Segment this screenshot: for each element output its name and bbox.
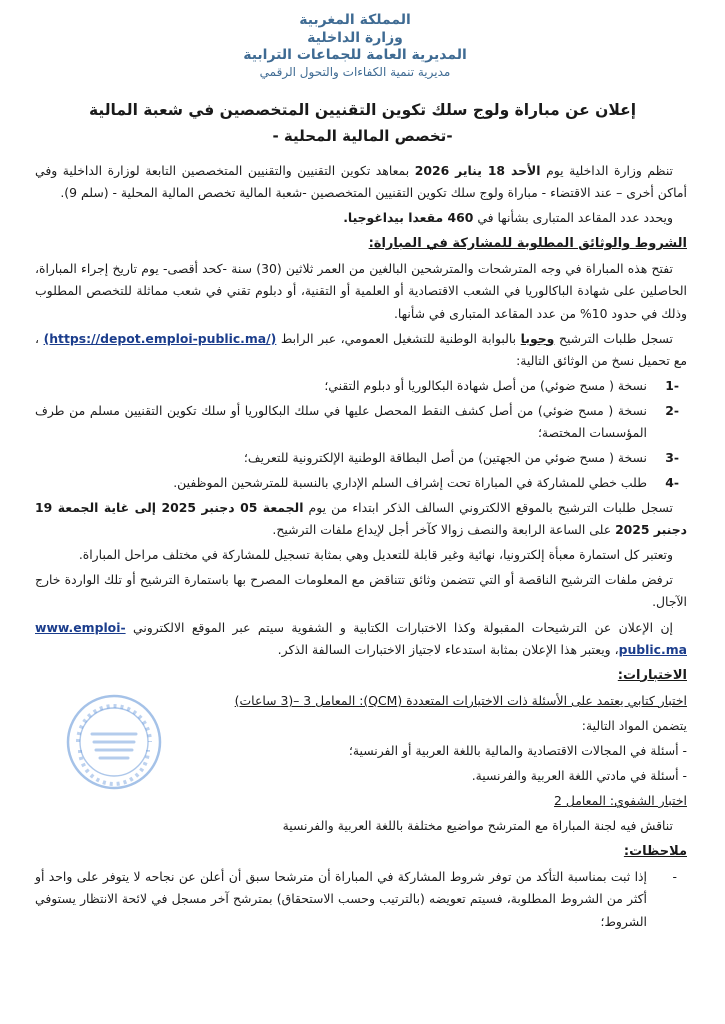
item-number: -4	[665, 475, 679, 491]
directorate-name: المديرية العامة للجماعات الترابية	[243, 47, 467, 63]
written-exam: اختبار كتابي يعتمد على الأسئلة ذات الاختيارات المتعددة (QCM): المعامل 3 –(3 ساعات)	[234, 692, 687, 708]
form-final-paragraph: وتعتبر كل استمارة معبأة إلكترونيا، نهائية وغير قابلة للتعديل وهي بمثابة تسجيل للمشاركة في مختلف مراحل المباراة.	[78, 547, 673, 563]
subject-item: - أسئلة في المجالات الاقتصادية والمالية باللغة العربية أو الفرنسية؛	[348, 742, 687, 758]
list-item	[35, 866, 687, 932]
registration-period-paragraph	[35, 497, 687, 541]
exam-date: الأحد 18 يناير 2026	[414, 163, 541, 178]
seats-paragraph	[35, 207, 687, 229]
announcement-body	[35, 160, 687, 936]
list-item	[35, 447, 687, 469]
item-number: -1	[665, 377, 679, 393]
intro-paragraph	[35, 160, 687, 204]
oral-exam: اختبار الشفوي: المعامل 2	[553, 793, 687, 809]
depot-portal-link[interactable]: (https://depot.emploi-public.ma/)	[43, 330, 277, 346]
mandatory-word: وجوبا	[520, 330, 555, 346]
documents-list	[35, 375, 687, 494]
item-text: طلب خطي للمشاركة في المباراة تحت إشراف السلم الإداري بالنسبة للمترشحين الموظفين.	[173, 475, 647, 491]
exams-heading: الاختبارات:	[617, 667, 687, 683]
conditions-heading: الشروط والوثائق المطلوبة للمشاركة في المباراة:	[368, 236, 687, 252]
registration-text-c: ، مع تحميل نسخ من الوثائق التالية:	[35, 330, 687, 368]
item-text: نسخة ( مسح ضوئي) من أصل شهادة البكالوريا أو دبلوم التقني؛	[324, 377, 647, 393]
item-number: -2	[665, 402, 679, 418]
official-stamp-icon	[64, 692, 164, 792]
page-title: إعلان عن مباراة ولوج سلك تكوين التقنيين المتخصصين في شعبة المالية	[88, 101, 637, 119]
period-text-c: على الساعة الرابعة والنصف زوالا كآخر أجل لإيداع ملفات الترشيح.	[272, 522, 616, 538]
list-item	[35, 375, 687, 397]
seats-count: 460 مقعدا بيداغوجيا.	[343, 210, 474, 226]
results-paragraph	[35, 617, 687, 661]
registration-text-a: تسجل طلبات الترشيح	[554, 330, 673, 346]
item-text: نسخة ( مسح ضوئي من الجهتين) من أصل البطاقة الوطنية الإلكترونية للتعريف؛	[243, 449, 647, 465]
bullet-dash: -	[672, 869, 677, 885]
notes-list	[35, 866, 687, 932]
subject-item: - أسئلة في مادتي اللغة العربية والفرنسية.	[471, 768, 687, 784]
ministry-name: وزارة الداخلية	[307, 29, 403, 46]
kingdom-name: المملكة المغربية	[299, 12, 411, 28]
oral-exam-description: تناقش فيه لجنة المباراة مع المترشح مواضيع مختلفة باللغة العربية والفرنسية	[282, 818, 673, 834]
results-text-a: إن الإعلان عن الترشيحات المقبولة وكذا الاختبارات الكتابية و الشفوية سيتم عبر الموقع الالكتروني	[125, 619, 673, 635]
item-number: -3	[665, 449, 679, 465]
registration-paragraph	[35, 328, 687, 372]
rejection-paragraph: ترفض ملفات الترشيح الناقصة أو التي تتضمن وثائق تتناقض مع المعلومات المصرح بها باستمارة الترشيح أو تلك الواردة خارج الآجال.	[35, 572, 687, 610]
page-subtitle: -تخصص المالية المحلية -	[272, 127, 453, 145]
division-name: مديرية تنمية الكفاءات والتحول الرقمي	[259, 64, 451, 79]
registration-text-b: بالبوابة الوطنية للتشغيل العمومي، عبر الرابط	[276, 330, 521, 346]
seats-text: ويحدد عدد المقاعد المتبارى بشأنها في	[473, 210, 673, 226]
item-text: نسخة ( مسح ضوئي) من أصل كشف النقط المحصل عليها في سلك البكالوريا أو سلك تكوين التقنيين مسلم من طرف المؤسسات المختصة؛	[35, 402, 647, 440]
intro-text-b: بمعاهد تكوين التقنيين والتقنيين المتخصصين التابعة لوزارة الداخلية وفي أماكن أخرى – عند الاقتضاء - مباراة ولوج سلك تكوين التقنيين المتخصصين -شعبة المالية تخصص المالية المحلية - (سلم 9).	[35, 163, 687, 201]
period-text-a: تسجل طلبات الترشيح بالموقع الالكتروني السالف الذكر ابتداء من يوم	[303, 500, 674, 516]
letterhead	[225, 12, 485, 80]
notes-heading: ملاحظات:	[623, 844, 687, 860]
eligibility-paragraph: تفتح هذه المباراة في وجه المترشحات والمترشحين البالغين من العمر ثلاثين (30) سنة -كحد أقصى- يوم تاريخ إجراء المباراة، الحاصلين على شهادة الباكالوريا في الشعب الاقتصادية أو العلمية أو التقنية، أو دبلوم تقني في شعب مماثلة للتخصص المطلوب وذلك في حدود 10% من عدد المقاعد المتبارى في شأنها.	[35, 261, 687, 321]
subjects-intro: يتضمن المواد التالية:	[581, 717, 687, 733]
registration-period: الجمعة 05 دجنبر 2025 إلى غاية الجمعة 19 دجنبر 2025	[35, 500, 687, 538]
list-item	[35, 472, 687, 494]
intro-text-a: تنظم وزارة الداخلية يوم	[540, 163, 674, 178]
note-text: إذا ثبت بمناسبة التأكد من توفر شروط المشاركة في المباراة أن مترشحا سبق أن أعلن عن نجاحه لا يتوفر على واحد أو أكثر من الشروط المطلوبة، فسيتم تعويضه (بالترتيب وحسب الاستحقاق) بمترشح آخر مسجل في لائحة الانتظار يستوفي الشروط؛	[35, 869, 647, 929]
list-item	[35, 400, 687, 444]
emploi-public-link[interactable]: www.emploi-public.ma	[35, 619, 687, 657]
results-text-b: ، ويعتبر هذا الإعلان بمثابة استدعاء لاجتياز الاختبارات السالفة الذكر.	[277, 641, 619, 657]
